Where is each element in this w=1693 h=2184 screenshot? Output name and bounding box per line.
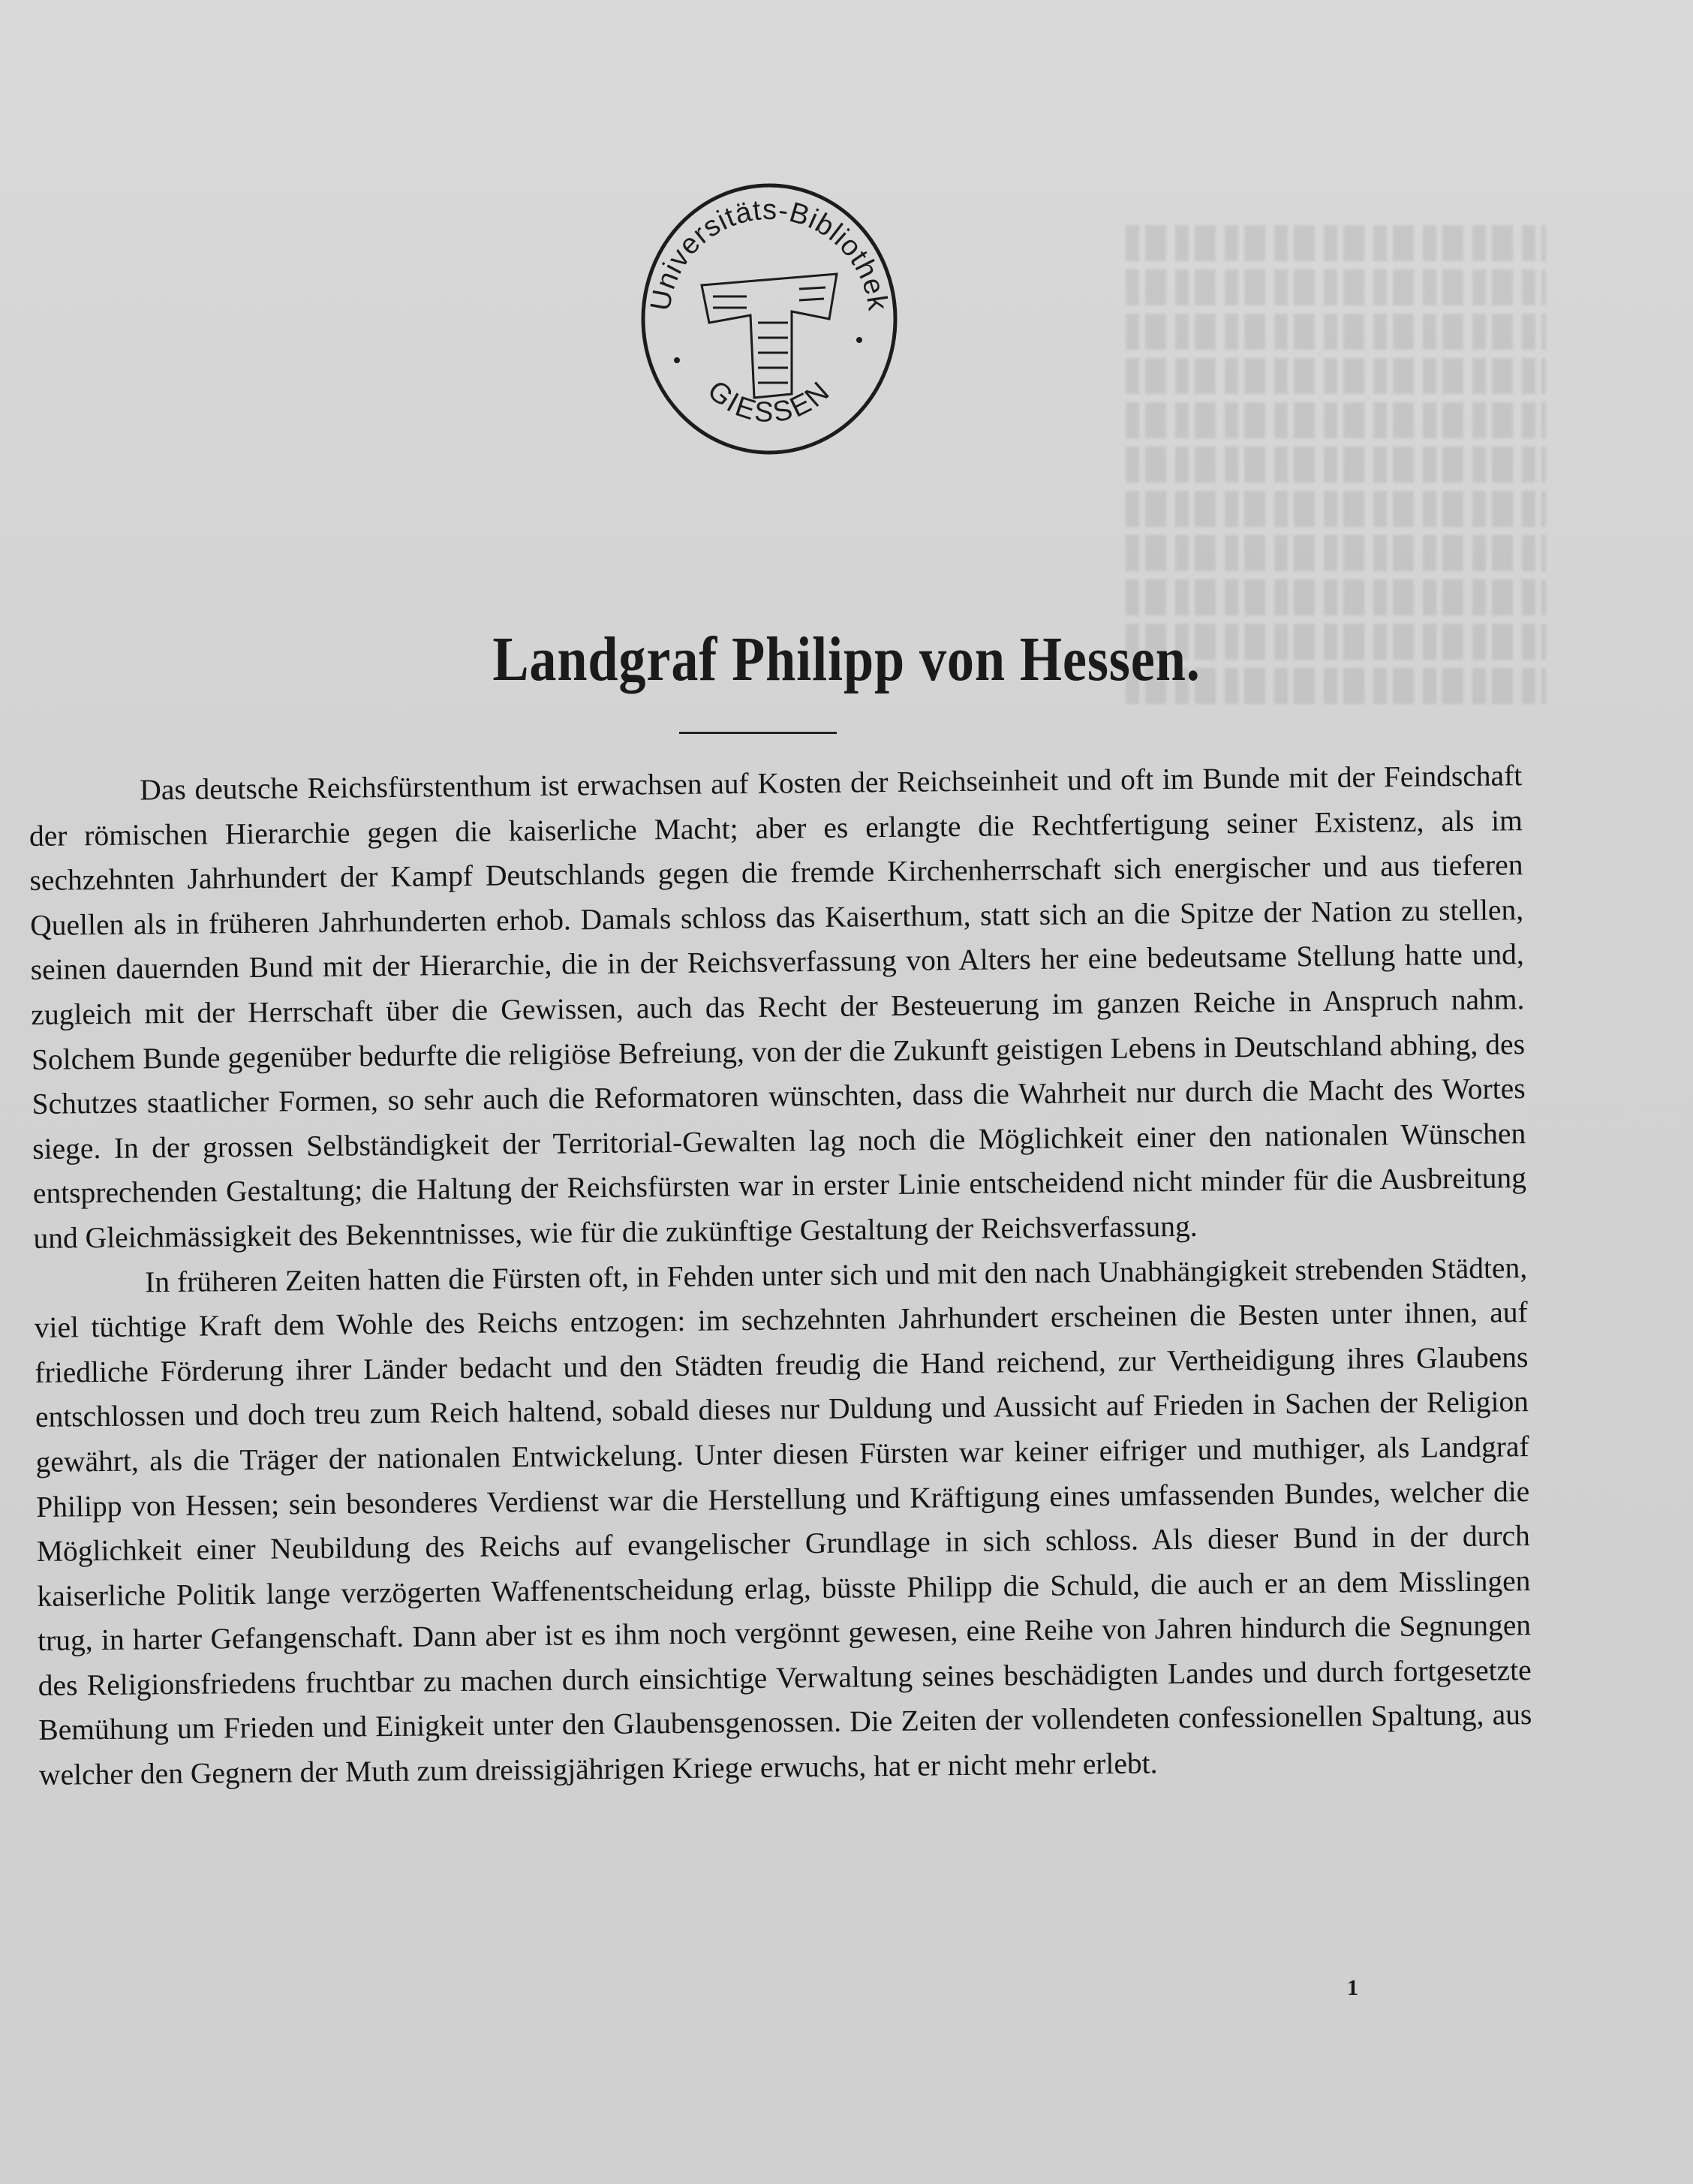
page-number: 1 bbox=[1347, 1975, 1358, 2000]
page-title: Landgraf Philipp von Hessen. bbox=[492, 624, 1201, 694]
paragraph: Das deutsche Reichsfürstenthum ist erwachsen auf Kosten der Reichseinheit und oft im Bunde mit der Feindschaft der römischen Hierarchie gegen die kaiserliche Macht; aber es erlangte die Rechtfertigung seiner Existenz, als im sechzehnten Jahrhundert der Kampf Deutschlands gegen die fremde Kirchenherrschaft sich energischer und aus tieferen Quellen als in früheren Jahrhunderten erhob. Damals schloss das Kaiserthum, statt sich an die Spitze der Nation zu stellen, seinen dauernden Bund mit der Hierarchie, die in der Reichsverfassung von Alters her eine bedeutsame Stellung hatte und, zugleich mit der Herrschaft über die Gewissen, auch das Recht der Besteuerung im ganzen Reiche in Anspruch nahm. Solchem Bunde gegenüber bedurfte die religiöse Befreiung, von der die Zukunft geistigen Lebens in Deutschland abhing, des Schutzes staatlicher Formen, so sehr auch die Reformatoren wünschten, dass die Wahrheit nur durch die Macht des Wortes siege. In der grossen Selbständigkeit der Territorial-Gewalten lag noch die Möglichkeit einer den nationalen Wünschen entsprechenden Gestaltung; die Haltung der Reichsfürsten war in erster Linie entscheidend nicht minder für die Ausbreitung und Gleichmässigkeit des Bekenntnisses, wie für die zukünftige Gestaltung der Reichsverfassung. bbox=[29, 759, 1527, 1255]
library-stamp bbox=[630, 169, 908, 462]
stamp-top-text: Universitäts-Bibliothek bbox=[645, 194, 894, 314]
stamp-bottom-text: GIESSEN bbox=[701, 375, 837, 429]
title-divider bbox=[679, 732, 837, 734]
paragraph: In früheren Zeiten hatten die Fürsten oft, in Fehden unter sich und mit den nach Unabhängigkeit strebenden Städten, viel tüchtige Kraft dem Wohle des Reichs entzogen: im sechzehnten Jahrhundert erscheinen die Besten unter ihnen, auf friedliche Förderung ihrer Länder bedacht und den Städten freudig die Hand reichend, zur Vertheidigung ihres Glaubens entschlossen und doch treu zum Reich haltend, sobald dieses nur Duldung und Aussicht auf Frieden in Sachen der Religion gewährt, als die Träger der nationalen Entwickelung. Unter diesen Fürsten war keiner eifriger und muthiger, als Landgraf Philipp von Hessen; sein besonderes Verdienst war die Herstellung und Kräftigung eines umfassenden Bundes, welcher die Möglichkeit einer Neubildung des Reichs auf evangelischer Grundlage in sich schloss. Als dieser Bund in der durch kaiserliche Politik lange verzögerten Waffenentscheidung erlag, büsste Philipp die Schuld, die auch er an dem Misslingen trug, in harter Gefangenschaft. Dann aber ist es ihm noch vergönnt gewesen, eine Reihe von Jahren hindurch die Segnungen des Religionsfriedens fruchtbar zu machen durch einsichtige Verwaltung seines beschädigten Landes und durch fortgesetzte Bemühung um Frieden und Einigkeit unter den Glaubensgenossen. Die Zeiten der vollendeten confessionellen Spaltung, aus welcher den Gegnern der Muth zum dreissigjährigen Kriege erwuchs, hat er nicht mehr erlebt. bbox=[34, 1250, 1532, 1791]
svg-text:Universitäts-Bibliothek bbox=[645, 194, 894, 313]
body-text bbox=[29, 754, 1532, 1797]
